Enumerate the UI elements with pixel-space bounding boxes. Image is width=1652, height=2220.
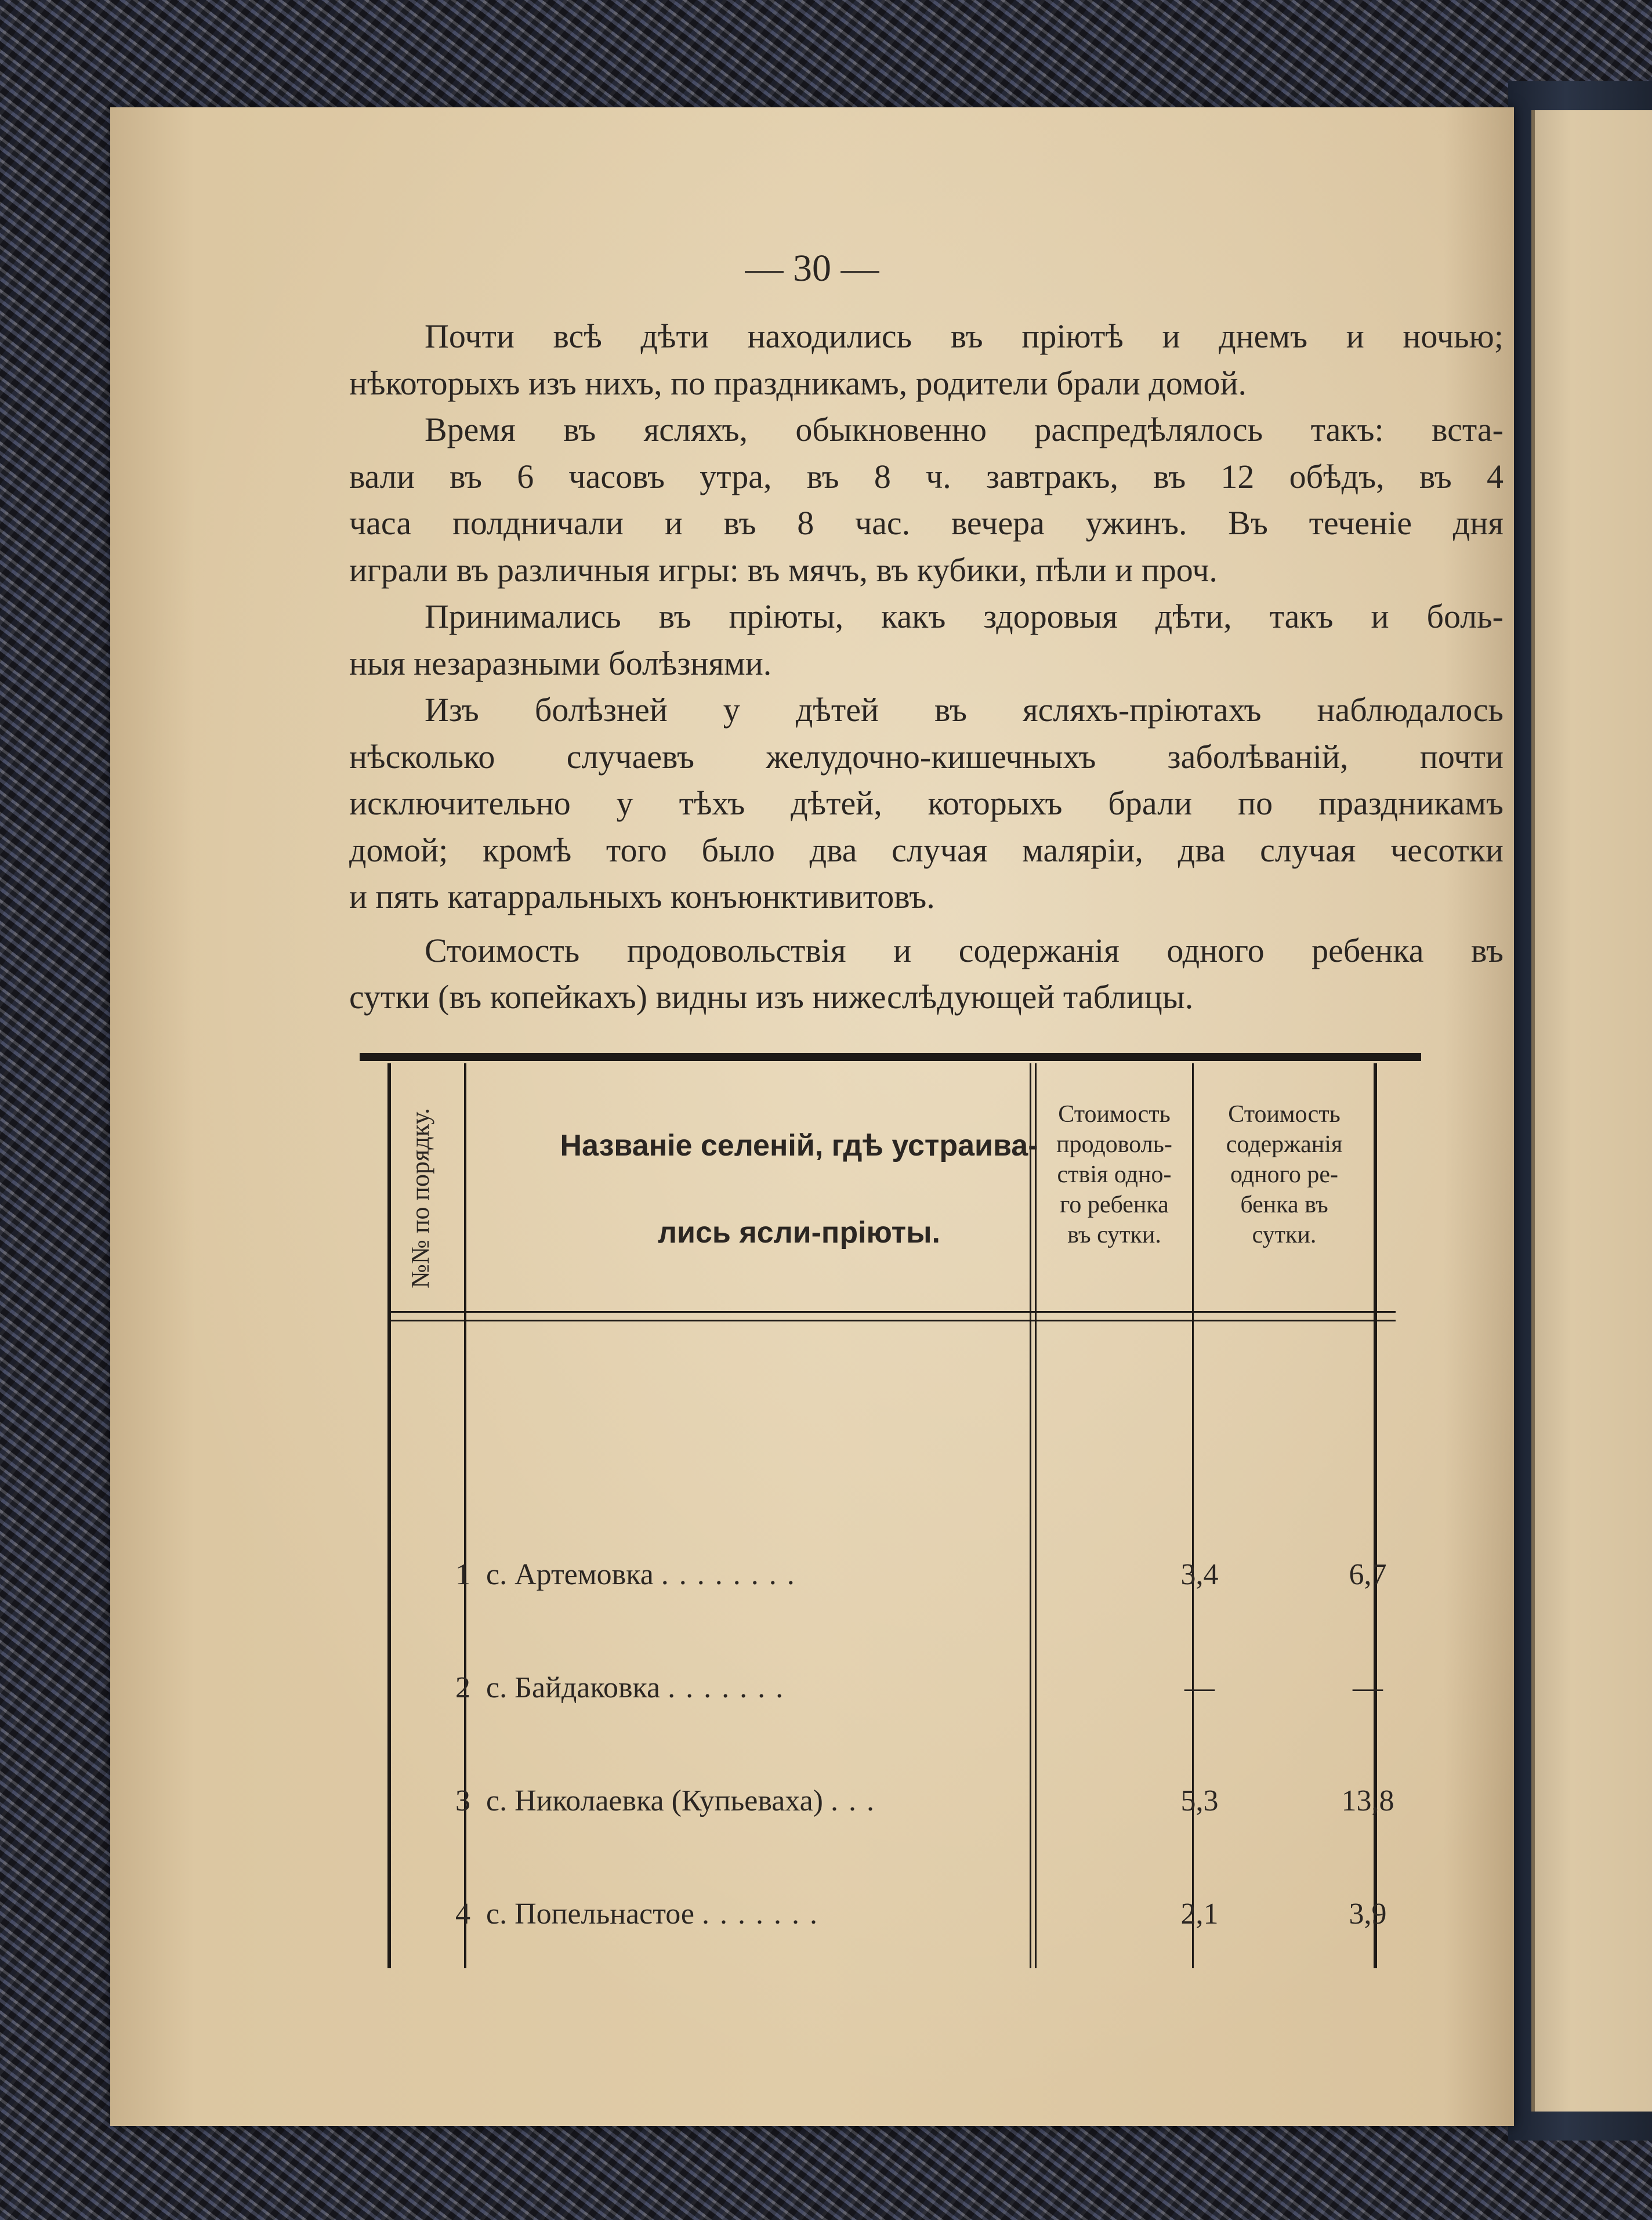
header-text-line: Стоимость — [1058, 1101, 1171, 1128]
settlement-name: с. Николаевка (Купьеваха) — [486, 1784, 831, 1817]
header-text-line: бенка въ — [1240, 1192, 1328, 1218]
text-line: и пять катарральныхъ конъюнктивитовъ. — [349, 878, 935, 915]
text-line: нѣкоторыхъ изъ нихъ, по праздникамъ, родители брали домой. — [349, 364, 1247, 402]
header-text-line: го ребенка — [1060, 1192, 1169, 1218]
text-line: ныя незаразными болѣзнями. — [349, 644, 772, 682]
paragraph — [349, 313, 1504, 407]
adjacent-page-edge — [1531, 110, 1652, 2112]
header-upkeep-cost — [1196, 1099, 1372, 1296]
table-border-left — [387, 1063, 391, 1968]
text-line: вали въ 6 часовъ утра, въ 8 ч. завтракъ, въ 12 обѣдъ, въ 4 — [349, 457, 1504, 495]
settlement-name-cell — [486, 1558, 1101, 1592]
upkeep-cost-value: 13,8 — [1341, 1784, 1394, 1817]
paragraph — [349, 687, 1504, 921]
header-text-line: сутки. — [1252, 1222, 1317, 1248]
text-line: часа полдничали и въ 8 час. вечера ужинъ. Въ теченіе дня — [349, 504, 1504, 542]
page-number: — 30 — — [745, 247, 879, 289]
food-cost-value: 2,1 — [1180, 1897, 1219, 1931]
header-text-line: содержанія — [1226, 1131, 1343, 1158]
header-text-line: одного ре- — [1230, 1161, 1338, 1188]
settlement-name-cell — [486, 1671, 1101, 1705]
row-number: 3 — [455, 1784, 470, 1817]
table-divider-costs — [1192, 1063, 1194, 1968]
row-number: 4 — [455, 1897, 470, 1931]
text-line: домой; кромѣ того было два случая маляріи, два случая чесотки — [349, 831, 1504, 869]
settlement-name: с. Байдаковка — [486, 1671, 668, 1704]
upkeep-cost-value: 6,7 — [1349, 1558, 1387, 1591]
text-line: Изъ болѣзней у дѣтей въ ясляхъ-пріютахъ наблюдалось — [425, 691, 1504, 729]
header-separator — [387, 1311, 1396, 1321]
settlement-name-cell — [486, 1897, 1101, 1931]
table-row — [387, 1671, 1396, 1717]
book-page — [110, 107, 1514, 2126]
text-line: нѣсколько случаевъ желудочно-кишечныхъ заболѣваній, почти — [349, 737, 1504, 776]
food-cost-value: 5,3 — [1180, 1784, 1219, 1817]
header-food-cost — [1038, 1099, 1190, 1296]
leader-dots: ... — [831, 1784, 885, 1817]
row-number: 2 — [455, 1671, 470, 1704]
settlement-name: с. Попельнастое — [486, 1897, 702, 1931]
leader-dots: ........ — [661, 1558, 805, 1591]
header-settlement-name: Названіе селеній, гдѣ устраива- лись ясли-пріюты. — [560, 1129, 1038, 1250]
body-text — [349, 313, 1504, 1021]
row-number: 1 — [455, 1558, 470, 1591]
leader-dots: ....... — [668, 1671, 794, 1704]
header-row-number: №№ по порядку. — [406, 1107, 435, 1288]
paragraph — [349, 928, 1504, 1021]
header-text-line: въ сутки. — [1067, 1222, 1161, 1248]
header-text-line: Стоимость — [1228, 1101, 1341, 1128]
paragraph — [349, 407, 1504, 593]
text-line: играли въ различныя игры: въ мячъ, въ кубики, пѣли и проч. — [349, 551, 1218, 589]
header-text-line: продоволь- — [1056, 1131, 1172, 1158]
text-line: Почти всѣ дѣти находились въ пріютѣ и днемъ и ночью; — [425, 317, 1504, 355]
text-line: сутки (въ копейкахъ) видны изъ нижеслѣдующей таблицы. — [349, 978, 1194, 1016]
settlement-name-cell — [486, 1784, 1101, 1818]
header-text-line: ствія одно- — [1057, 1161, 1172, 1188]
text-line: Стоимость продовольствія и содержанія одного ребенка въ — [425, 931, 1504, 969]
food-cost-value: 3,4 — [1180, 1558, 1219, 1591]
food-cost-value: — — [1184, 1671, 1215, 1704]
leader-dots: ....... — [701, 1897, 828, 1931]
table-divider-num — [464, 1063, 466, 1968]
table-row — [387, 1784, 1396, 1830]
table-border-right — [1374, 1063, 1377, 1968]
upkeep-cost-value: 3,9 — [1349, 1897, 1387, 1931]
upkeep-cost-value: — — [1353, 1671, 1383, 1704]
paragraph — [349, 593, 1504, 687]
table-row — [387, 1558, 1396, 1604]
text-line: исключительно у тѣхъ дѣтей, которыхъ брали по праздникамъ — [349, 784, 1504, 822]
text-line: Время въ ясляхъ, обыкновенно распредѣлялось такъ: вста- — [425, 411, 1504, 448]
settlement-name: с. Артемовка — [486, 1558, 661, 1591]
table-top-rule — [360, 1053, 1421, 1061]
table-row — [387, 1897, 1396, 1943]
text-line: Принимались въ пріюты, какъ здоровыя дѣти, такъ и боль- — [425, 597, 1504, 635]
